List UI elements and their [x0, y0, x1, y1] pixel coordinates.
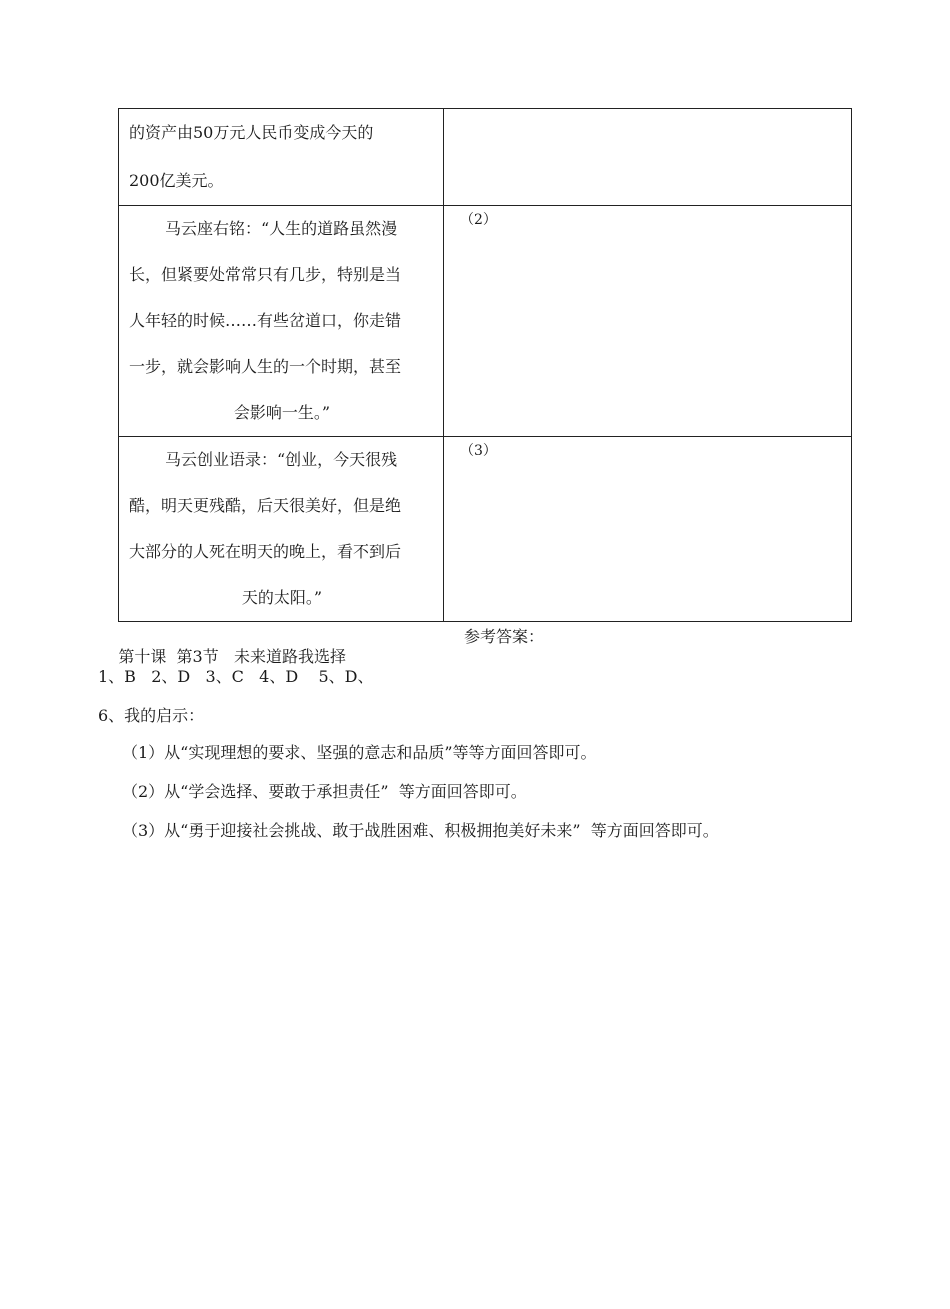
answer-label: （2） — [460, 212, 497, 228]
material-cell — [119, 437, 444, 622]
table-row — [119, 206, 852, 437]
material-line: 的资产由50万元人民币变成今天的 — [129, 123, 374, 142]
material-text — [119, 437, 443, 621]
answer-label: （3） — [460, 443, 497, 459]
material-line: 会影响一生。” — [233, 403, 331, 422]
table-row — [119, 109, 852, 206]
insight-item: （1）从“实现理想的要求、坚强的意志和品质”等等方面回答即可。 — [122, 743, 597, 762]
material-line: 酷，明天更残酷，后天很美好，但是绝 — [129, 496, 402, 515]
reference-answer-label: 参考答案： — [464, 627, 545, 646]
answer-cell — [444, 437, 852, 622]
material-line: 大部分的人死在明天的晚上，看不到后 — [129, 542, 402, 561]
answer-cell — [444, 206, 852, 437]
material-line: 200亿美元。 — [129, 171, 224, 190]
material-line: 一步，就会影响人生的一个时期，甚至 — [129, 357, 402, 376]
answer-label — [444, 109, 851, 113]
insight-item: （3）从“勇于迎接社会挑战、敢于战胜困难、积极拥抱美好未来” 等方面回答即可。 — [122, 821, 719, 840]
insight-item: （2）从“学会选择、要敢于承担责任” 等方面回答即可。 — [122, 782, 527, 801]
material-cell — [119, 206, 444, 437]
insight-heading: 6、我的启示： — [98, 706, 205, 725]
choice-answers: 1、B 2、D 3、C 4、D 5、D、 — [98, 667, 374, 686]
material-line: 天的太阳。” — [241, 588, 323, 607]
answer-cell — [444, 109, 852, 206]
material-line: 马云创业语录：“创业，今天很残 — [165, 450, 398, 469]
material-text — [119, 206, 443, 436]
table-row — [119, 437, 852, 622]
lesson-title: 第十课 第3节 未来道路我选择 — [118, 647, 346, 666]
material-line: 马云座右铭：“人生的道路虽然漫 — [165, 219, 398, 238]
materials-table — [118, 108, 852, 622]
material-line: 长，但紧要处常常只有几步，特别是当 — [129, 265, 402, 284]
material-cell — [119, 109, 444, 206]
material-text — [119, 109, 443, 205]
material-line: 人年轻的时候……有些岔道口，你走错 — [129, 311, 402, 330]
